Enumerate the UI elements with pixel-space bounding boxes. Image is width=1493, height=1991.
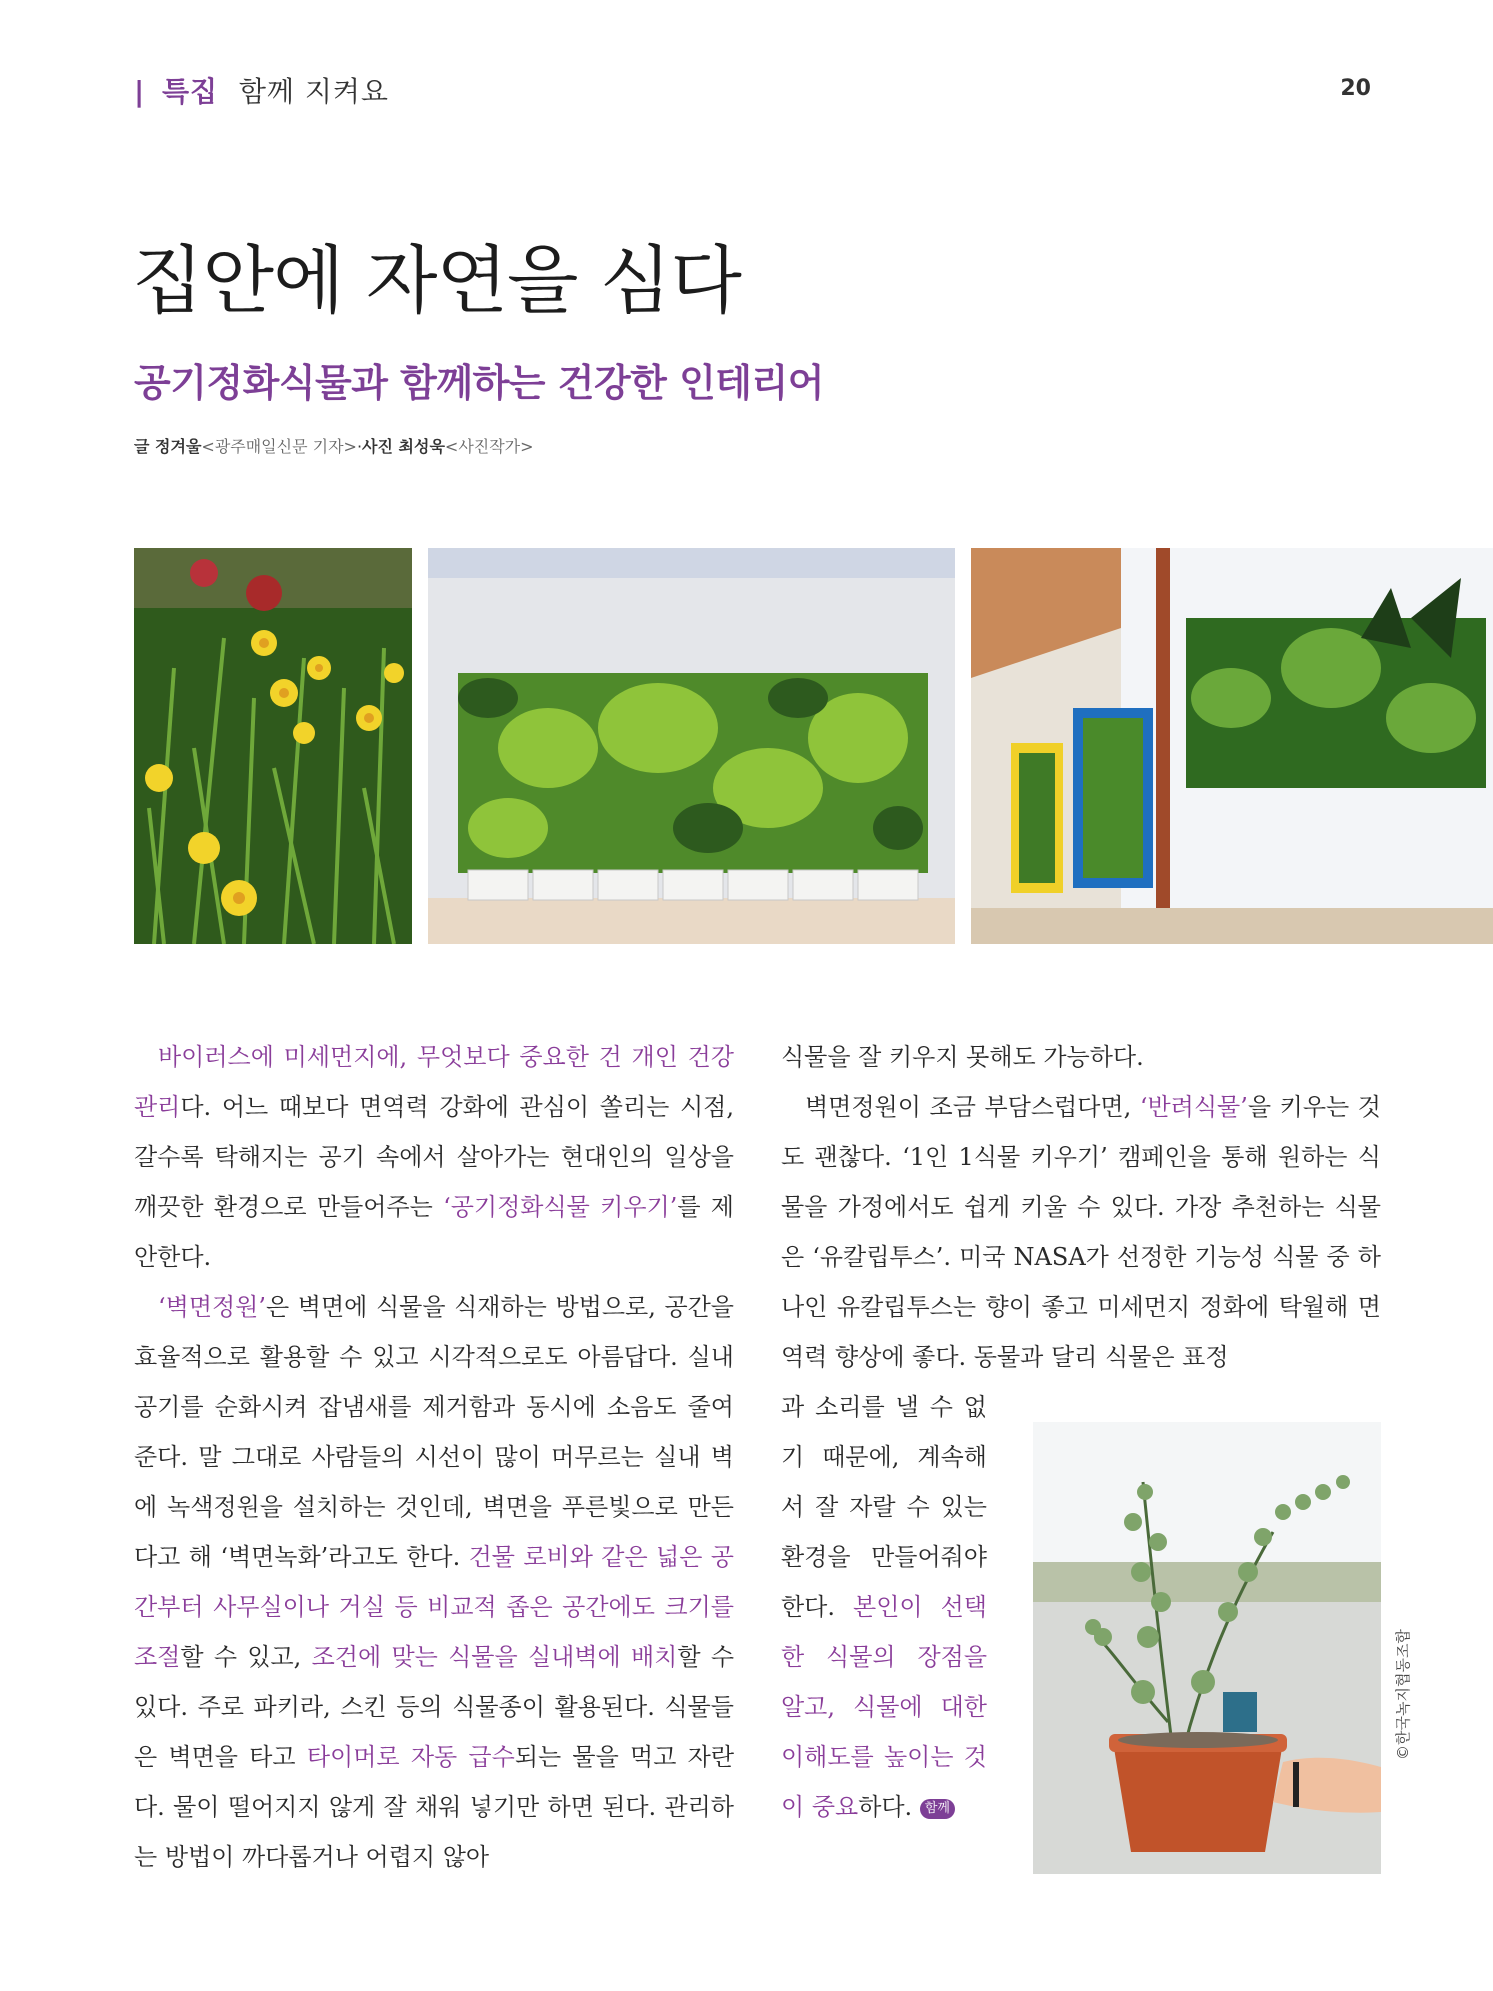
page-number: 20: [1340, 76, 1371, 101]
daffodil-photo: [134, 548, 412, 944]
highlight-text: 타이머로 자동 급수: [306, 1743, 515, 1771]
highlight-text: ‘벽면정원’: [158, 1293, 266, 1321]
byline-photographer-affil: <사진작가>: [444, 437, 534, 456]
paragraph: 식물을 잘 키우지 못해도 가능하다.: [781, 1043, 1144, 1071]
paragraph: [781, 1082, 1381, 1382]
article-title: 집안에 자연을 심다: [132, 238, 741, 324]
body-text: 과 소리를 낼 수 없기 때문에, 계속해서 잘 자랄 수 있는 환경을 만들어줘야 한다.: [781, 1393, 987, 1621]
highlight-text: ‘반려식물’: [1139, 1093, 1248, 1121]
byline-writer: 글 정겨울: [134, 437, 202, 456]
body-text: 은 벽면에 식물을 식재하는 방법으로, 공간을 효율적으로 활용할 수 있고 시각적으로도 아름답다. 실내공기를 순화시켜 잡냄새를 제거함과 동시에 소음도 줄여준다. 말 그대로 사람들의 시선이 많이 머무르는 실내 벽에 녹색정원을 설치하는 것인데, 벽면을 푸른빛으로 만든다고 해 ‘벽면녹화’라고도 한다.: [134, 1293, 734, 1571]
section-label: 특집: [161, 75, 219, 108]
paragraph: [134, 1032, 734, 1282]
highlight-text: 본인이 선택한 식물의 장점을 알고, 식물에 대한 이해도를 높이는 것이 중요: [781, 1593, 987, 1821]
body-text: 할 수 있다. 주로 파키라, 스킨 등의 식물종이 활용된다. 식물들은 벽면을 타고: [134, 1643, 734, 1771]
subsection-label: 함께 지켜요: [238, 75, 389, 108]
body-text: 하다.: [858, 1793, 913, 1821]
highlight-text: 조건에 맞는 식물을 실내벽에 배치: [311, 1643, 678, 1671]
byline-photographer: 사진 최성욱: [362, 437, 445, 456]
body-text: 다. 어느 때보다 면역력 강화에 관심이 쏠리는 시점, 갈수록 탁해지는 공기 속에서 살아가는 현대인의 일상을 깨끗한 환경으로 만들어주는: [134, 1093, 734, 1221]
end-mark-icon: 함께: [920, 1799, 955, 1819]
body-text: 을 키우는 것도 괜찮다. ‘1인 1식물 키우기’ 캠페인을 통해 원하는 식물을 가정에서도 쉽게 키울 수 있다. 가장 추천하는 식물은 ‘유칼립투스’. 미국 NASA가 선정한 기능성 식물 중 하나인 유칼립투스는 향이 좋고 미세먼지 정화에 탁월해 면역력 향상에 좋다. 동물과 달리 식물은 표정: [781, 1093, 1381, 1371]
article-subtitle: 공기정화식물과 함께하는 건강한 인테리어: [134, 361, 824, 405]
body-column-right: [781, 1032, 1381, 1832]
section-bar: |: [134, 75, 146, 108]
highlight-text: 바이러스에 미세먼지에, 무엇보다 중요한 건 개인 건강관리: [134, 1043, 734, 1121]
highlight-text: ‘공기정화식물 키우기’: [443, 1193, 678, 1221]
highlight-text: 건물 로비와 같은 넓은 공간부터 사무실이나 거실 등 비교적 좁은 공간에도 크기를 조절: [134, 1543, 734, 1671]
body-text: 할 수 있고,: [180, 1643, 312, 1671]
paragraph: [134, 1282, 734, 1882]
section-header: [134, 70, 389, 110]
wrapped-text: [781, 1382, 987, 1832]
body-text: 벽면정원이 조금 부담스럽다면,: [805, 1093, 1140, 1121]
wall-planter-photo: [971, 548, 1493, 944]
green-wall-photo: [428, 548, 955, 944]
body-text: 되는 물을 먹고 자란다. 물이 떨어지지 않게 잘 채워 넣기만 하면 된다. 관리하는 방법이 까다롭거나 어렵지 않아: [134, 1743, 735, 1871]
body-column-left: [134, 1032, 734, 1882]
byline: [134, 434, 534, 457]
body-text: 를 제안한다.: [134, 1193, 734, 1271]
byline-writer-affil: <광주매일신문 기자>: [201, 437, 357, 456]
byline-separator: ·: [356, 437, 363, 456]
photo-credit: ©한국녹지협동조합: [1394, 1629, 1412, 1760]
